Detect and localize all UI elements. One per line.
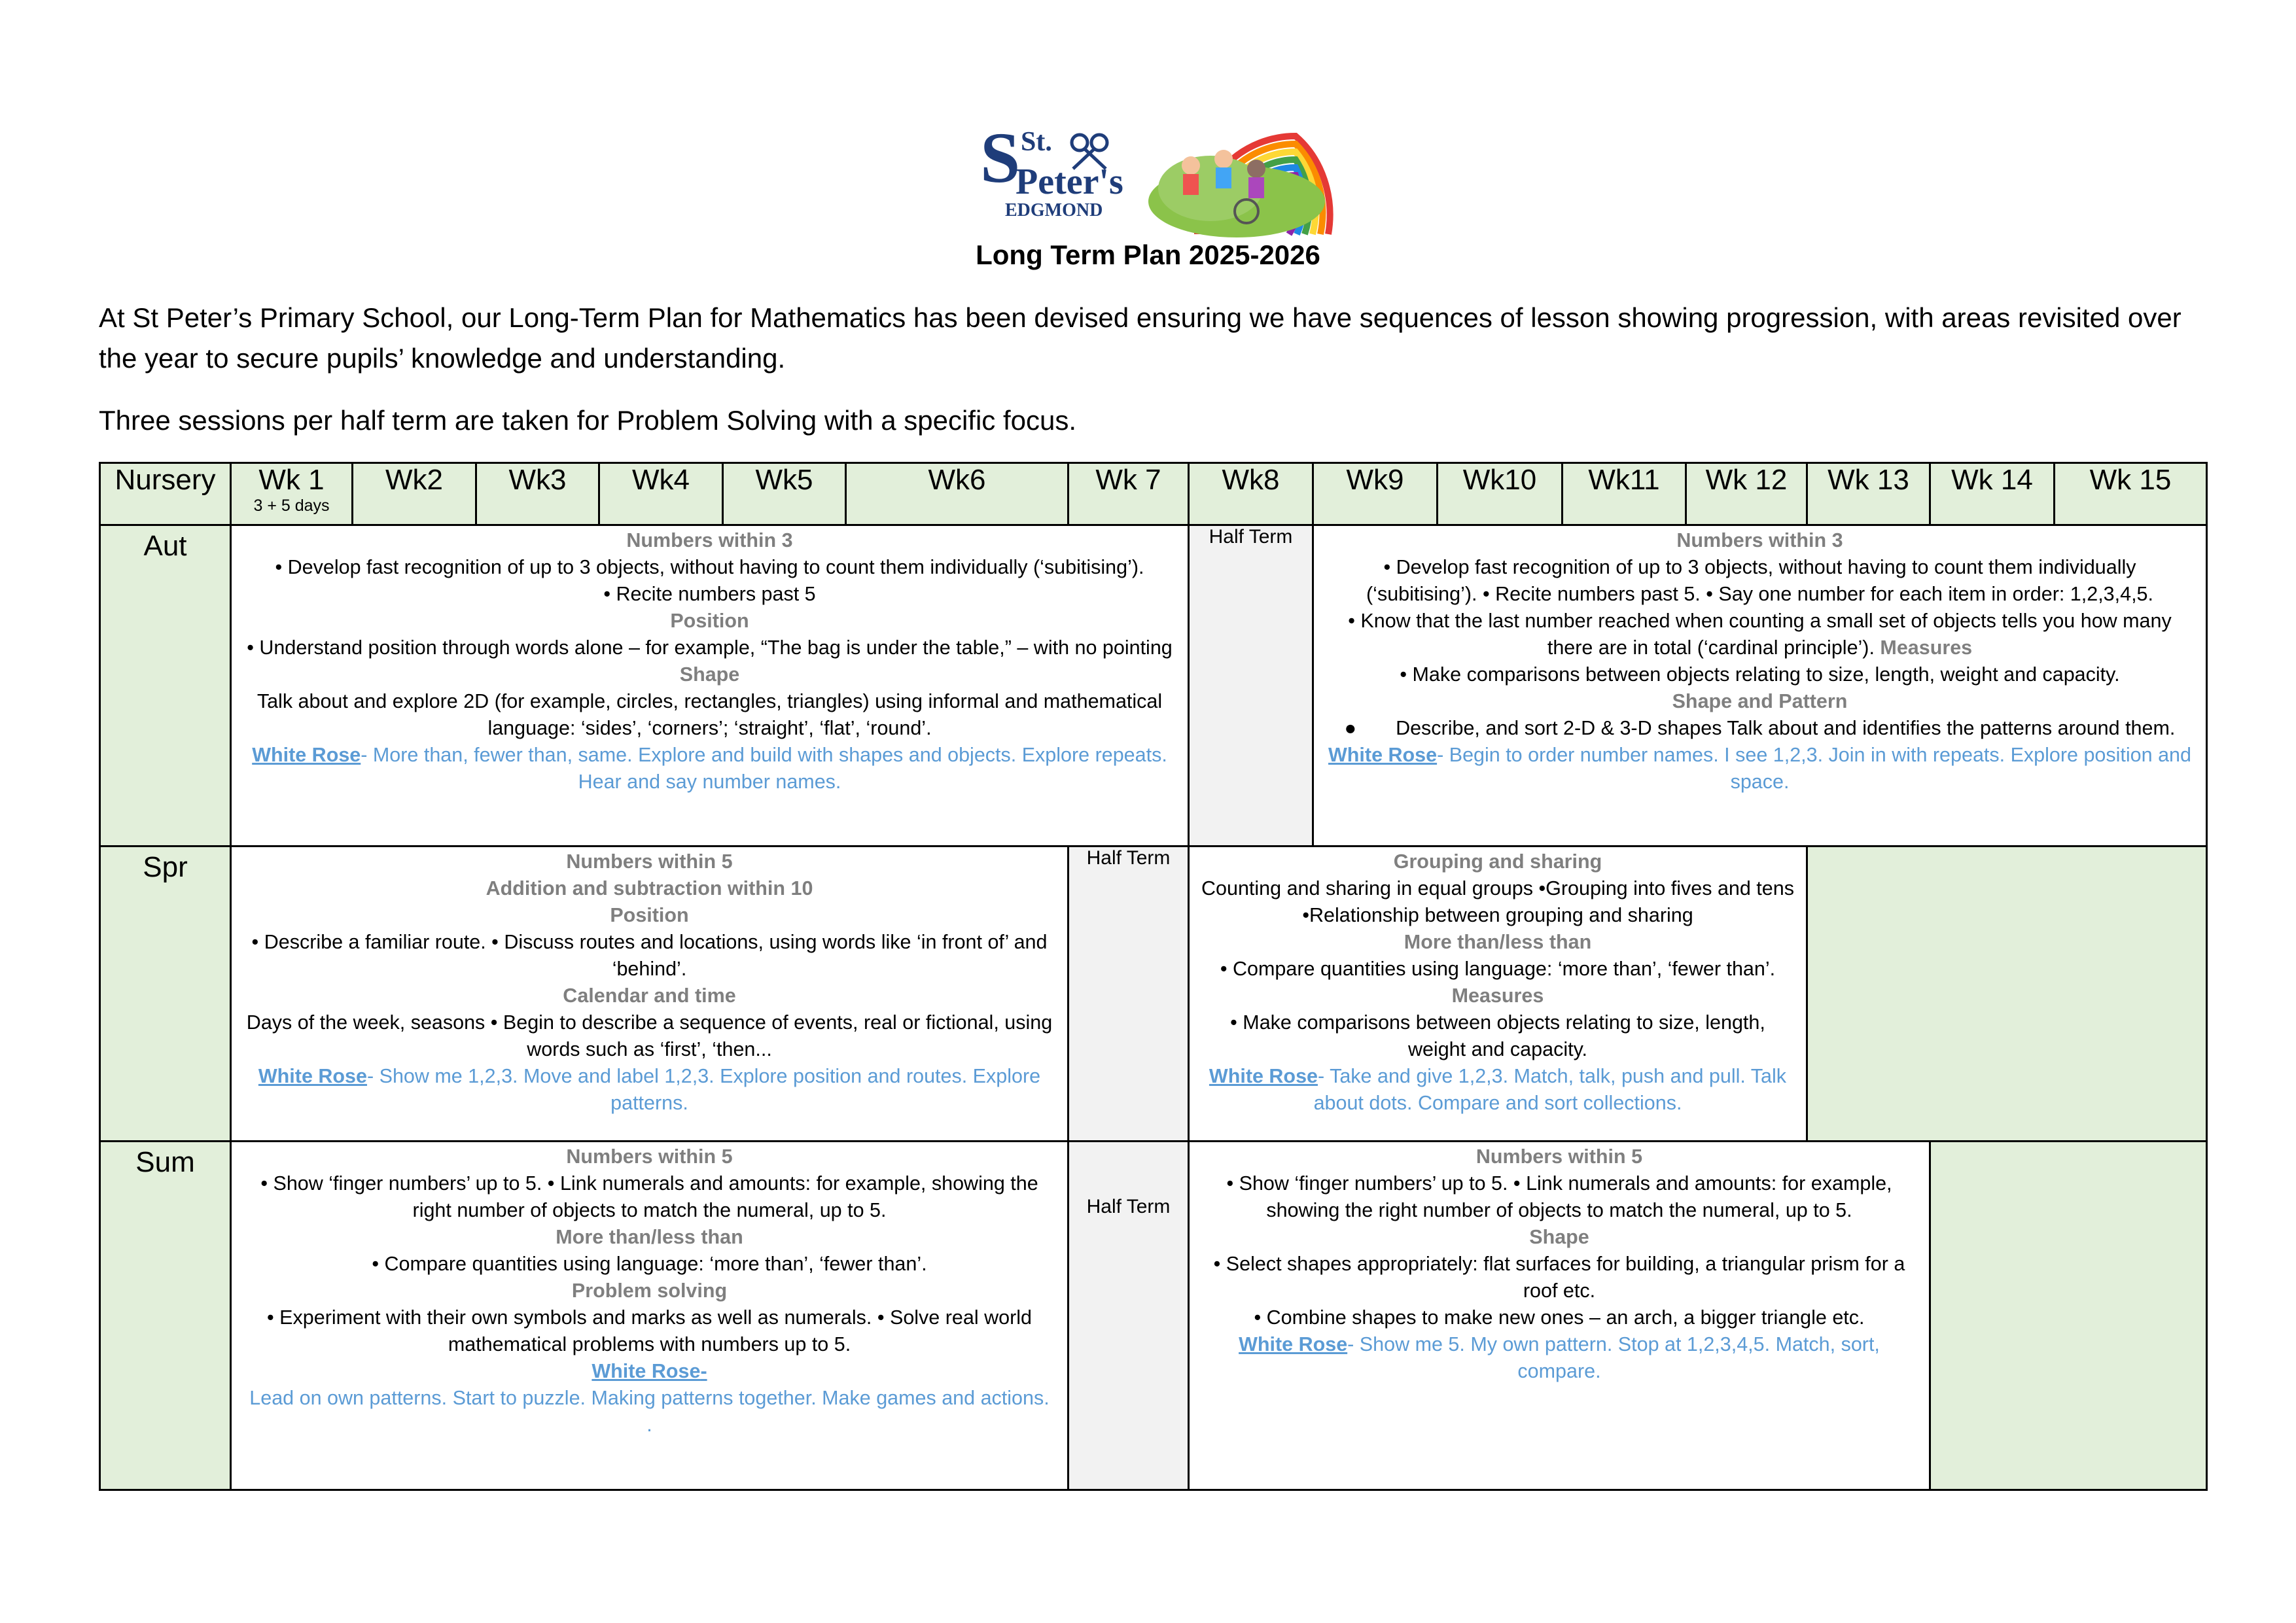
heading: Shape and Pattern	[1672, 690, 1848, 712]
white-rose-suffix: -	[700, 1360, 707, 1382]
school-logo	[975, 97, 1335, 238]
header-week: Wk10	[1438, 463, 1563, 525]
sessions-paragraph: Three sessions per half term are taken for Problem Solving with a specific focus.	[99, 405, 1076, 436]
spring-second-half	[1189, 846, 1807, 1142]
text: • Compare quantities using language: ‘more than’, ‘fewer than’.	[372, 1253, 927, 1275]
bullet: ●	[1344, 717, 1357, 739]
heading: Numbers within 3	[1676, 529, 1843, 551]
white-rose-note	[1326, 742, 2194, 795]
autumn-row	[100, 525, 2207, 846]
text: • Select shapes appropriately: flat surfaces for building, a triangular prism for a roof etc.	[1213, 1253, 1905, 1302]
header-week: Wk 15	[2055, 463, 2207, 525]
white-rose-link[interactable]: White Rose	[252, 744, 361, 766]
text: • Compare quantities using language: ‘more than’, ‘fewer than’.	[1220, 958, 1776, 980]
heading: Calendar and time	[563, 985, 736, 1007]
header-week: Wk 7	[1069, 463, 1189, 525]
heading: Position	[670, 610, 749, 632]
header-week: Wk 12	[1686, 463, 1807, 525]
heading: Numbers within 5	[566, 850, 733, 873]
rainbow-children-picture	[1148, 136, 1330, 237]
logo-text-edgmond: EDGMOND	[1005, 200, 1103, 220]
heading: Problem solving	[571, 1280, 728, 1302]
header-week: Wk6	[846, 463, 1069, 525]
intro-paragraph: At St Peter’s Primary School, our Long-Term Plan for Mathematics has been devised ensuring we have sequences of lesson showing progression, with areas revisited over the year to secure pupils’ knowledge and understanding.	[99, 302, 2181, 374]
text: • Experiment with their own symbols and marks as well as numerals. • Solve real world mathematical problems with numbers up to 5.	[267, 1306, 1032, 1355]
autumn-first-half	[231, 525, 1189, 846]
week-label: Wk 1	[258, 464, 325, 496]
spring-empty-cell	[1807, 846, 2207, 1142]
white-rose-text: - Show me 5. My own pattern. Stop at 1,2,3,4,5. Match, sort, compare.	[1347, 1333, 1880, 1382]
heading: Position	[610, 904, 689, 926]
summer-empty-cell	[1930, 1142, 2207, 1490]
week-1-days: 3 + 5 days	[253, 497, 330, 515]
white-rose-link[interactable]: White Rose	[1328, 744, 1438, 766]
header-week: Wk 14	[1930, 463, 2055, 525]
term-label-summer: Sum	[100, 1142, 231, 1490]
white-rose-note	[1201, 1331, 1917, 1385]
half-term-cell	[1069, 1142, 1189, 1490]
week-header-row	[100, 463, 2207, 525]
header-week: Wk 13	[1807, 463, 1930, 525]
heading: Addition and subtraction within 10	[486, 877, 813, 899]
half-term-label: Half Term	[1086, 1196, 1171, 1217]
header-week: Wk3	[476, 463, 599, 525]
heading: Measures	[1880, 637, 1973, 659]
logo-text-st: St.	[1021, 127, 1052, 157]
spring-row	[100, 846, 2207, 1142]
half-term-cell: Half Term	[1069, 846, 1189, 1142]
white-rose-link[interactable]: White Rose	[1239, 1333, 1348, 1355]
white-rose-text: - Take and give 1,2,3. Match, talk, push and pull. Talk about dots. Compare and sort collections.	[1313, 1065, 1787, 1114]
half-term-cell: Half Term	[1189, 525, 1313, 846]
st-peters-logo-graphic	[975, 97, 1335, 238]
text: • Develop fast recognition of up to 3 objects, without having to count them individually (‘subitising’).	[275, 556, 1144, 578]
white-rose-link[interactable]: White Rose	[592, 1360, 701, 1382]
text: Counting and sharing in equal groups •Grouping into fives and tens •Relationship between grouping and sharing	[1201, 877, 1794, 926]
heading: Numbers within 3	[626, 529, 793, 551]
term-label-spring: Spr	[100, 846, 231, 1142]
text: • Know that the last number reached when counting a small set of objects tells you how many there are in total (‘cardinal principle’).	[1348, 610, 2172, 659]
trailing-dot: .	[646, 1414, 652, 1436]
text: • Develop fast recognition of up to 3 objects, without having to count them individually (‘subitising’). • Recite numbers past 5. • Say one number for each item in order: 1,2,3,4,5.	[1366, 556, 2153, 605]
header-nursery: Nursery	[100, 463, 231, 525]
term-label-autumn: Aut	[100, 525, 231, 846]
text: • Understand position through words alone – for example, “The bag is under the table,” – with no pointing	[247, 637, 1173, 659]
white-rose-note	[243, 1063, 1055, 1117]
white-rose-link[interactable]: White Rose	[1209, 1065, 1318, 1087]
white-rose-text: Lead on own patterns. Start to puzzle. Making patterns together. Make games and actions.	[249, 1387, 1050, 1409]
header-week: Wk4	[599, 463, 723, 525]
logo-text-peters: Peter's	[1016, 162, 1123, 202]
summer-row	[100, 1142, 2207, 1490]
heading: Shape	[679, 663, 740, 686]
text: • Show ‘finger numbers’ up to 5. • Link numerals and amounts: for example, showing the right number of objects to match the numeral, up to 5.	[1226, 1172, 1892, 1221]
text: Talk about and explore 2D (for example, circles, rectangles, triangles) using informal and mathematical language: ‘sides’, ‘corners’; ‘straight’, ‘flat’, ‘round’.	[256, 690, 1163, 739]
text: • Describe a familiar route. • Discuss routes and locations, using words like ‘in front of’ and ‘behind’.	[251, 931, 1048, 980]
autumn-second-half	[1313, 525, 2207, 846]
heading: Measures	[1451, 985, 1544, 1007]
header-week: Wk2	[353, 463, 476, 525]
text: • Make comparisons between objects relating to size, length, weight and capacity.	[1230, 1011, 1765, 1060]
header-week: Wk8	[1189, 463, 1313, 525]
heading: Grouping and sharing	[1393, 850, 1602, 873]
logo-letter-s: S	[980, 118, 1021, 198]
white-rose-text: - Show me 1,2,3. Move and label 1,2,3. Explore position and routes. Explore patterns.	[366, 1065, 1041, 1114]
text: • Combine shapes to make new ones – an arch, a bigger triangle etc.	[1254, 1306, 1865, 1329]
heading: Numbers within 5	[1475, 1145, 1643, 1168]
heading: Shape	[1529, 1226, 1589, 1248]
header-week: Wk5	[723, 463, 846, 525]
white-rose-note	[1201, 1063, 1794, 1117]
heading: More than/less than	[556, 1226, 743, 1248]
white-rose-text: - Begin to order number names. I see 1,2,3. Join in with repeats. Explore position and space.	[1437, 744, 2191, 793]
summer-first-half	[231, 1142, 1069, 1490]
header-week: Wk11	[1563, 463, 1686, 525]
white-rose-text: - More than, fewer than, same. Explore and build with shapes and objects. Explore repeats. Hear and say number names.	[361, 744, 1167, 793]
text: Days of the week, seasons • Begin to describe a sequence of events, real or fictional, using words such as ‘first’, ‘then...	[246, 1011, 1053, 1060]
text	[1326, 715, 2194, 742]
spring-first-half	[231, 846, 1069, 1142]
text: • Recite numbers past 5	[603, 583, 816, 605]
long-term-plan-table	[99, 462, 2208, 1491]
white-rose-link[interactable]: White Rose	[258, 1065, 367, 1087]
text: • Make comparisons between objects relating to size, length, weight and capacity.	[1400, 663, 2120, 686]
white-rose-note	[243, 1358, 1055, 1385]
heading: Numbers within 5	[566, 1145, 733, 1168]
text: Describe, and sort 2-D & 3-D shapes Talk about and identifies the patterns around them.	[1396, 717, 2176, 739]
header-week: Wk9	[1313, 463, 1438, 525]
white-rose-note	[243, 742, 1176, 795]
heading: More than/less than	[1404, 931, 1592, 953]
page-title: Long Term Plan 2025-2026	[976, 239, 1320, 270]
text	[1326, 608, 2194, 661]
text: • Show ‘finger numbers’ up to 5. • Link numerals and amounts: for example, showing the right number of objects to match the numeral, up to 5.	[260, 1172, 1038, 1221]
summer-second-half	[1189, 1142, 1930, 1490]
header-week	[231, 463, 353, 525]
